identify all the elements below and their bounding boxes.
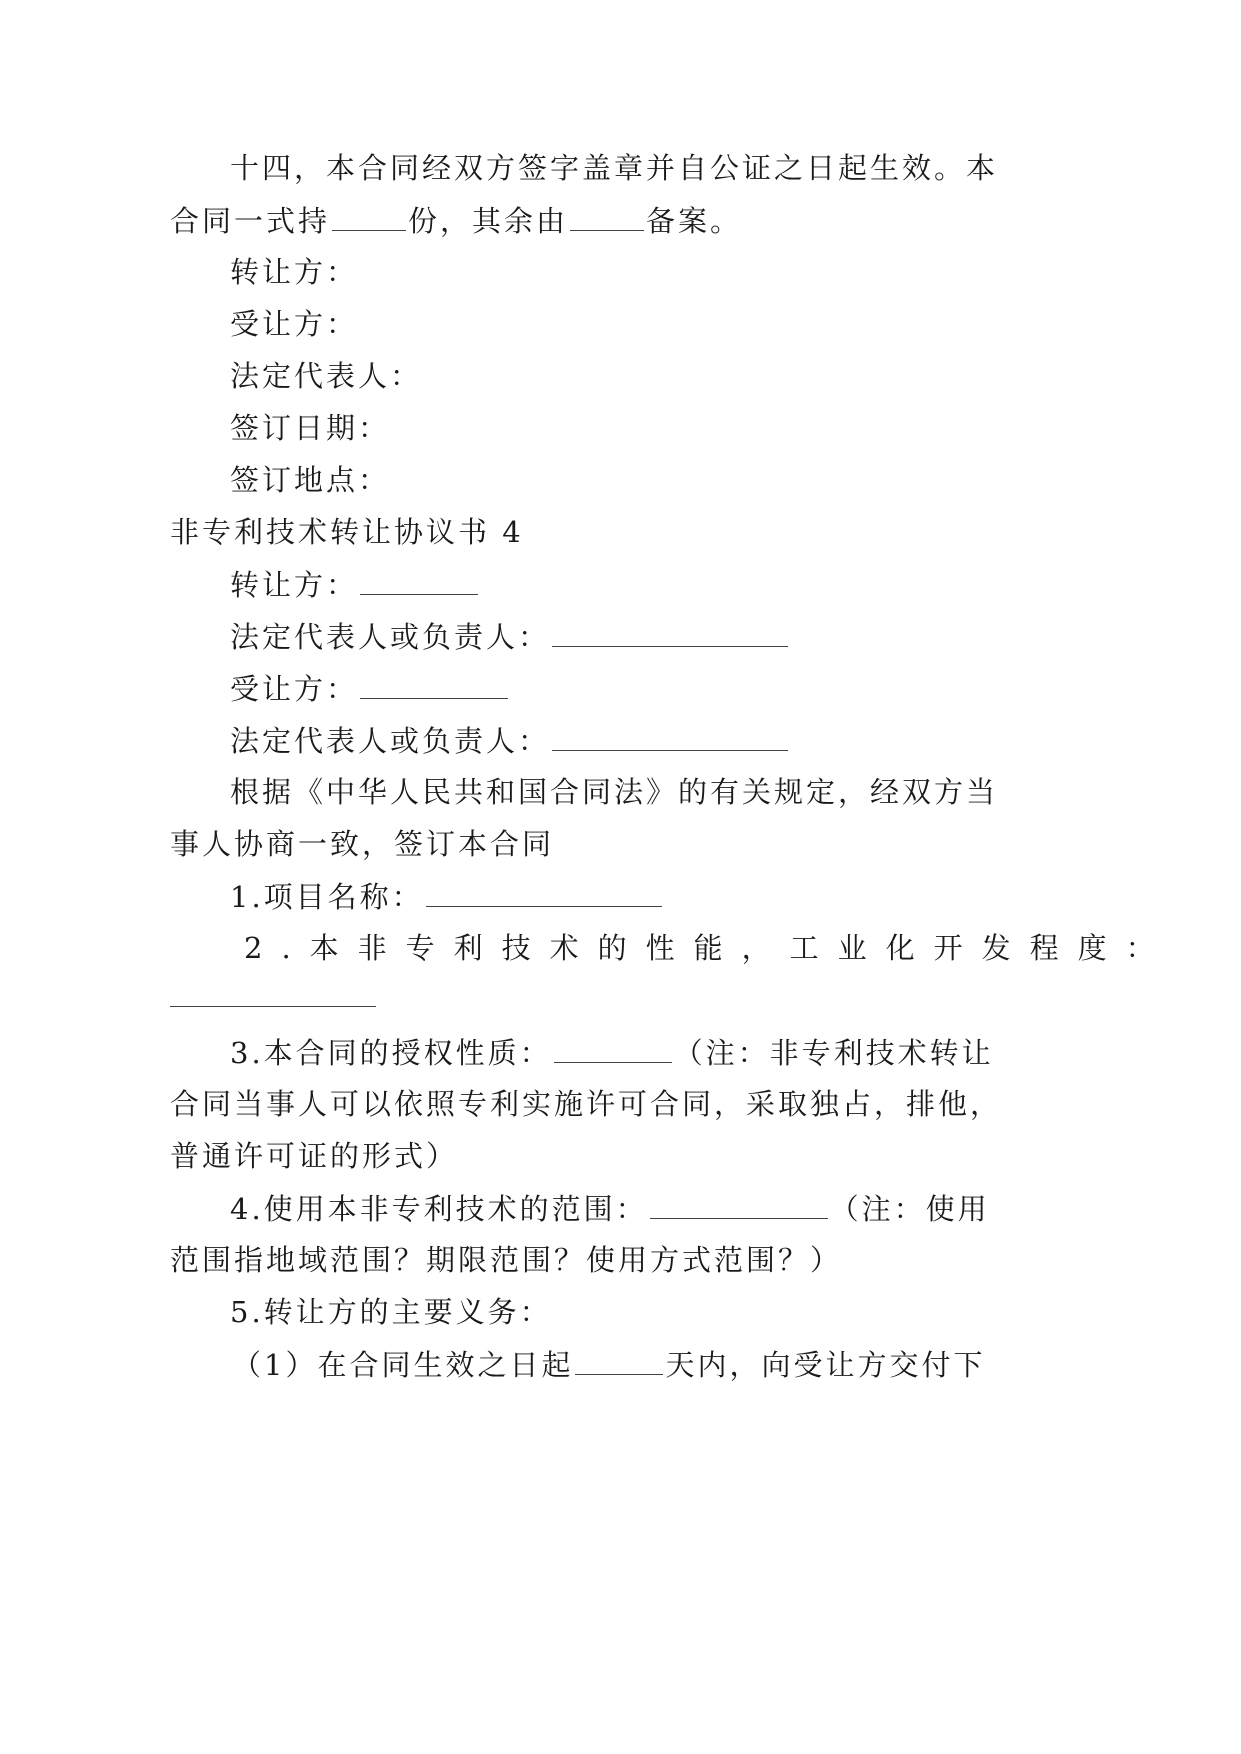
label-text: 转让方： xyxy=(230,568,359,602)
paragraph-line xyxy=(230,772,998,812)
label-text: 法定代表人或负责人： xyxy=(230,724,551,758)
clause-text: 普通许可证的形式） xyxy=(170,1139,459,1173)
clause-text: 范围指地域范围？期限范围？使用方式范围？） xyxy=(170,1243,843,1277)
label-text: 转让方： xyxy=(230,255,359,289)
clause-line xyxy=(230,876,664,917)
clause-text: 合同当事人可以依照专利实施许可合同，采取独占，排他， xyxy=(170,1087,1003,1121)
label-text: 法定代表人或负责人： xyxy=(230,620,551,654)
clause-text: 天内，向受让方交付下 xyxy=(665,1348,986,1382)
clause-text: 1.项目名称： xyxy=(230,880,424,914)
paragraph-line xyxy=(230,148,998,188)
blank-field xyxy=(426,876,662,907)
signature-label xyxy=(230,252,358,292)
party-line xyxy=(230,720,790,761)
blank-field xyxy=(650,1188,828,1219)
clause-line xyxy=(230,1292,552,1332)
clause-text: 3.本合同的授权性质： xyxy=(230,1036,552,1070)
label-text: 签订日期： xyxy=(230,411,391,445)
party-line xyxy=(230,564,480,605)
clause-text: （注：使用 xyxy=(829,1192,990,1226)
blank-field xyxy=(570,200,644,231)
label-text: 受让方： xyxy=(230,672,359,706)
clause-line xyxy=(230,1032,994,1073)
clause-text: 2.本非专利技术的性能，工业化开发程度： xyxy=(244,931,1174,965)
blank-field xyxy=(332,200,406,231)
clause-text: 5.转让方的主要义务： xyxy=(230,1295,552,1329)
clause-line xyxy=(232,1344,985,1385)
paragraph-text: 份，其余由 xyxy=(408,204,569,238)
signature-label xyxy=(230,304,358,344)
paragraph-text: 十四，本合同经双方签字盖章并自公证之日起生效。本 xyxy=(230,151,999,185)
signature-label xyxy=(230,408,390,448)
clause-text: （注：非专利技术转让 xyxy=(673,1036,994,1070)
clause-line xyxy=(170,1084,1002,1124)
paragraph-text: 事人协商一致，签订本合同 xyxy=(170,827,555,861)
blank-field xyxy=(360,668,508,699)
blank-field xyxy=(552,616,788,647)
blank-field xyxy=(554,1032,672,1063)
blank-field xyxy=(360,564,478,595)
paragraph-text: 根据《中华人民共和国合同法》的有关规定，经双方当 xyxy=(230,775,999,809)
clause-line xyxy=(244,928,1174,968)
blank-field xyxy=(575,1344,663,1375)
label-text: 法定代表人： xyxy=(230,359,423,393)
paragraph-line xyxy=(170,200,742,241)
party-line xyxy=(230,668,510,709)
clause-text: （1）在合同生效之日起 xyxy=(232,1348,574,1382)
paragraph-text: 备案。 xyxy=(646,204,743,238)
label-text: 签订地点： xyxy=(230,463,391,497)
heading-text: 非专利技术转让协议书 4 xyxy=(170,515,524,549)
blank-field xyxy=(170,1006,376,1007)
signature-label xyxy=(230,460,390,500)
blank-field xyxy=(552,720,788,751)
signature-label xyxy=(230,356,422,396)
clause-line xyxy=(230,1188,990,1229)
section-heading xyxy=(170,512,524,552)
clause-text: 4.使用本非专利技术的范围： xyxy=(230,1192,648,1226)
paragraph-line xyxy=(170,824,554,864)
clause-line xyxy=(170,1136,458,1176)
clause-line xyxy=(170,1240,842,1280)
party-line xyxy=(230,616,790,657)
paragraph-text: 合同一式持 xyxy=(170,204,331,238)
label-text: 受让方： xyxy=(230,307,359,341)
